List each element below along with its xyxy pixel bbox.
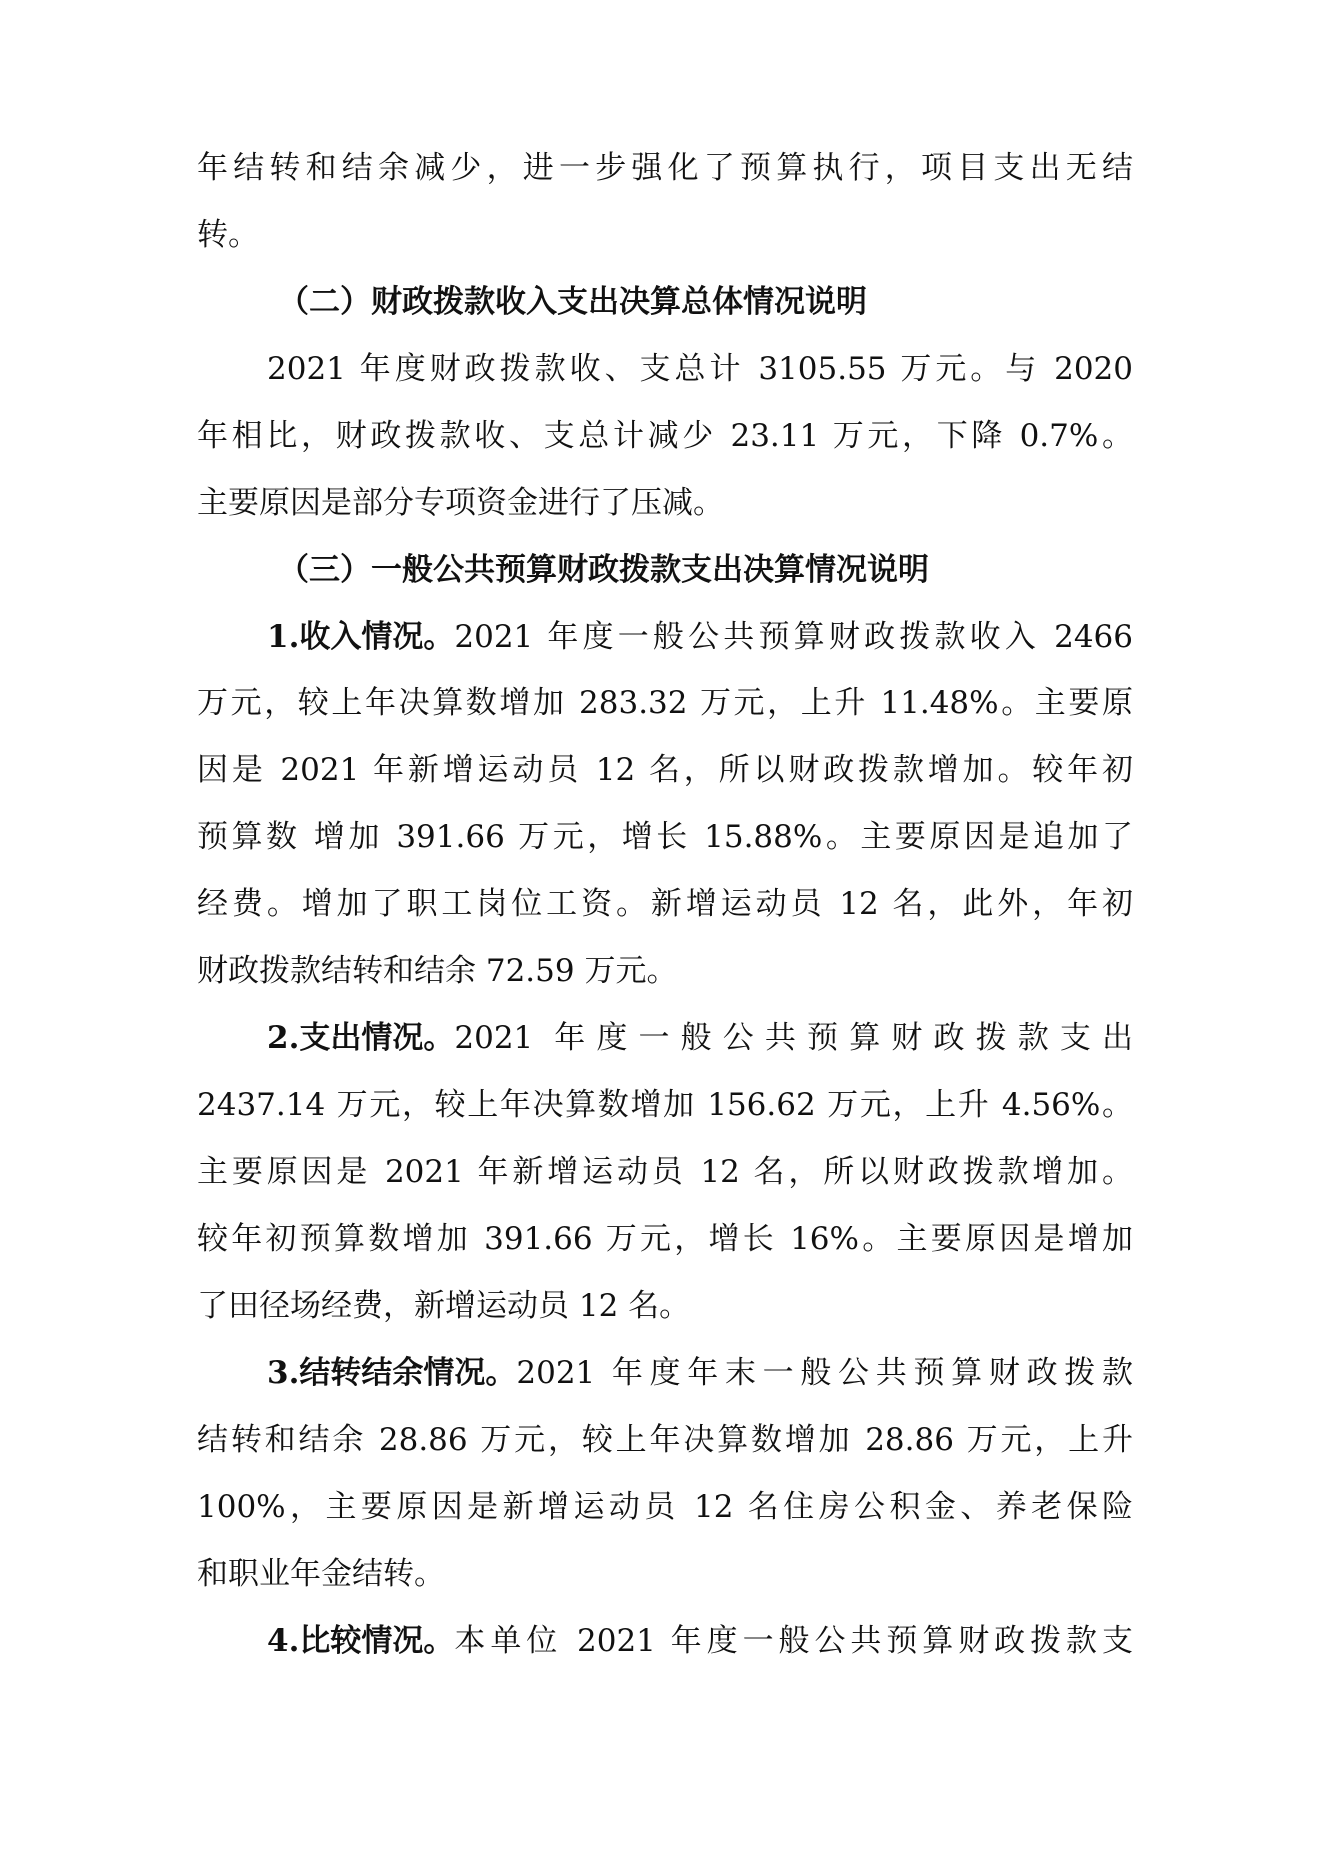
subsection-lead-income: 1.收入情况。 xyxy=(267,619,455,655)
body-text: 2021 年度一般公共预算财政拨款支出 xyxy=(454,1020,1133,1056)
section-heading-3: （三）一般公共预算财政拨款支出决算情况说明 xyxy=(278,552,929,588)
body-line: 经费。增加了职工岗位工资。新增运动员 12 名，此外，年初 xyxy=(197,886,1133,922)
body-line: 因是 2021 年新增运动员 12 名，所以财政拨款增加。较年初 xyxy=(197,752,1133,788)
body-line: 较年初预算数增加 391.66 万元，增长 16%。主要原因是增加 xyxy=(197,1221,1133,1257)
body-text: 2021 年度年末一般公共预算财政拨款 xyxy=(516,1355,1133,1391)
subsection-lead-comparison: 4.比较情况。 xyxy=(267,1623,455,1659)
subsection-lead-carryover: 3.结转结余情况。 xyxy=(267,1355,517,1391)
body-line-with-lead xyxy=(267,615,1133,659)
body-line-with-lead xyxy=(267,1619,1133,1663)
body-line: 万元，较上年决算数增加 283.32 万元，上升 11.48%。主要原 xyxy=(197,685,1133,721)
body-line: 主要原因是部分专项资金进行了压减。 xyxy=(197,485,724,521)
body-line: 2021 年度财政拨款收、支总计 3105.55 万元。与 2020 xyxy=(267,351,1133,387)
body-line: 和职业年金结转。 xyxy=(197,1556,445,1592)
body-text: 2021 年度一般公共预算财政拨款收入 2466 xyxy=(454,619,1133,655)
body-line: 预算数 增加 391.66 万元，增长 15.88%。主要原因是追加了 xyxy=(197,819,1133,855)
subsection-lead-expenditure: 2.支出情况。 xyxy=(267,1020,455,1056)
body-line: 转。 xyxy=(197,217,259,253)
body-line: 主要原因是 2021 年新增运动员 12 名，所以财政拨款增加。 xyxy=(197,1154,1133,1190)
body-line: 100%，主要原因是新增运动员 12 名住房公积金、养老保险 xyxy=(197,1489,1133,1525)
body-line: 了田径场经费，新增运动员 12 名。 xyxy=(197,1288,691,1324)
body-line: 2437.14 万元，较上年决算数增加 156.62 万元，上升 4.56%。 xyxy=(197,1087,1133,1123)
body-line: 年相比，财政拨款收、支总计减少 23.11 万元，下降 0.7%。 xyxy=(197,418,1133,454)
body-line: 结转和结余 28.86 万元，较上年决算数增加 28.86 万元，上升 xyxy=(197,1422,1133,1458)
section-heading-2: （二）财政拨款收入支出决算总体情况说明 xyxy=(278,284,867,320)
body-line: 财政拨款结转和结余 72.59 万元。 xyxy=(197,953,678,989)
body-line-with-lead xyxy=(267,1351,1133,1395)
body-text: 本单位 2021 年度一般公共预算财政拨款支 xyxy=(454,1623,1133,1659)
body-line: 年结转和结余减少，进一步强化了预算执行，项目支出无结 xyxy=(197,150,1133,186)
body-line-with-lead xyxy=(267,1016,1133,1060)
